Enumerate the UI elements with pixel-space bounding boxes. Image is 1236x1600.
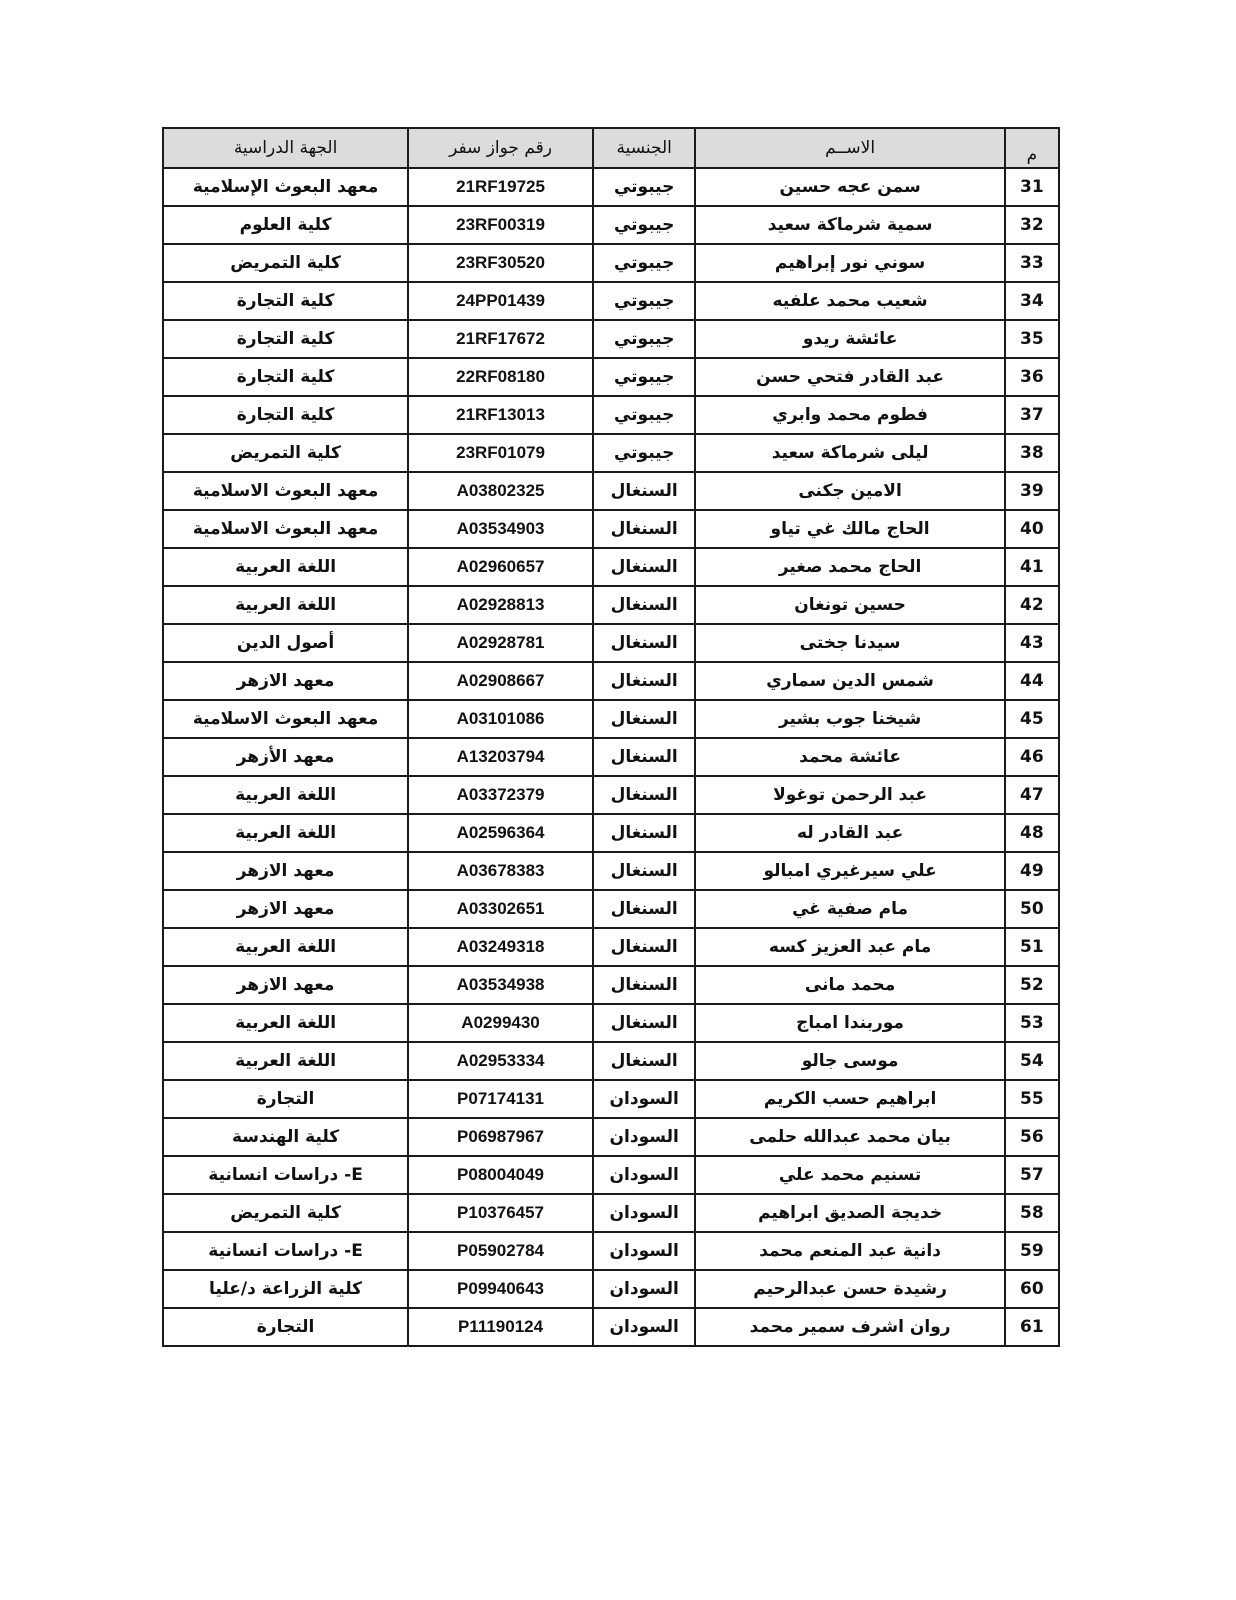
cell-nationality: السودان (593, 1308, 695, 1346)
cell-nationality: السنغال (593, 966, 695, 1004)
cell-name: موسى جالو (695, 1042, 1004, 1080)
cell-faculty: كلية التمريض (163, 1194, 408, 1232)
cell-passport: A03249318 (408, 928, 593, 966)
cell-passport: 23RF00319 (408, 206, 593, 244)
cell-passport: P11190124 (408, 1308, 593, 1346)
cell-nationality: السنغال (593, 776, 695, 814)
cell-nationality: جيبوتي (593, 206, 695, 244)
cell-nationality: جيبوتي (593, 168, 695, 206)
cell-nationality: السنغال (593, 814, 695, 852)
table-row (163, 548, 1059, 586)
cell-passport: P10376457 (408, 1194, 593, 1232)
table-header (163, 128, 1059, 168)
cell-name: تسنيم محمد علي (695, 1156, 1004, 1194)
cell-name: عبد الرحمن توغولا (695, 776, 1004, 814)
cell-name: علي سيرغيري امبالو (695, 852, 1004, 890)
table-row (163, 206, 1059, 244)
cell-faculty: اللغة العربية (163, 928, 408, 966)
header-passport: رقم جواز سفر (408, 128, 593, 168)
table-row (163, 890, 1059, 928)
cell-nationality: السنغال (593, 662, 695, 700)
cell-faculty: كلية التجارة (163, 396, 408, 434)
cell-passport: A03101086 (408, 700, 593, 738)
cell-nationality: السنغال (593, 928, 695, 966)
cell-name: حسين تونغان (695, 586, 1004, 624)
cell-nationality: السنغال (593, 624, 695, 662)
cell-name: عائشة محمد (695, 738, 1004, 776)
table-row (163, 168, 1059, 206)
cell-faculty: كلية التجارة (163, 358, 408, 396)
cell-index: 49 (1005, 852, 1059, 890)
cell-faculty: اللغة العربية (163, 548, 408, 586)
cell-faculty: معهد البعوث الاسلامية (163, 510, 408, 548)
cell-index: 46 (1005, 738, 1059, 776)
cell-name: سيدنا جختى (695, 624, 1004, 662)
cell-nationality: جيبوتي (593, 320, 695, 358)
cell-faculty: كلية التجارة (163, 320, 408, 358)
cell-nationality: السنغال (593, 548, 695, 586)
cell-passport: A03534903 (408, 510, 593, 548)
cell-faculty: كلية التمريض (163, 244, 408, 282)
table-row (163, 662, 1059, 700)
table-row (163, 434, 1059, 472)
table-row (163, 586, 1059, 624)
cell-index: 52 (1005, 966, 1059, 1004)
cell-nationality: السودان (593, 1270, 695, 1308)
students-table (162, 127, 1060, 1347)
cell-passport: A02960657 (408, 548, 593, 586)
cell-faculty: معهد الازهر (163, 662, 408, 700)
cell-index: 43 (1005, 624, 1059, 662)
cell-nationality: السودان (593, 1232, 695, 1270)
cell-index: 48 (1005, 814, 1059, 852)
table-row (163, 510, 1059, 548)
cell-passport: A03802325 (408, 472, 593, 510)
table-body (163, 168, 1059, 1346)
cell-passport: A13203794 (408, 738, 593, 776)
cell-nationality: السنغال (593, 738, 695, 776)
cell-index: 36 (1005, 358, 1059, 396)
cell-passport: A02928781 (408, 624, 593, 662)
cell-index: 41 (1005, 548, 1059, 586)
table-row (163, 1118, 1059, 1156)
cell-index: 38 (1005, 434, 1059, 472)
cell-nationality: السنغال (593, 586, 695, 624)
cell-index: 61 (1005, 1308, 1059, 1346)
cell-faculty: اللغة العربية (163, 586, 408, 624)
cell-name: بيان محمد عبدالله حلمى (695, 1118, 1004, 1156)
table-row (163, 472, 1059, 510)
cell-passport: P05902784 (408, 1232, 593, 1270)
cell-faculty: التجارة (163, 1308, 408, 1346)
cell-name: الحاج مالك غي تياو (695, 510, 1004, 548)
cell-faculty: كلية التمريض (163, 434, 408, 472)
header-name: الاســم (695, 128, 1004, 168)
cell-index: 31 (1005, 168, 1059, 206)
cell-passport: A02596364 (408, 814, 593, 852)
cell-passport: P06987967 (408, 1118, 593, 1156)
table-row (163, 700, 1059, 738)
header-faculty: الجهة الدراسية (163, 128, 408, 168)
table-row (163, 358, 1059, 396)
cell-passport: A03678383 (408, 852, 593, 890)
cell-faculty: معهد الازهر (163, 966, 408, 1004)
table-row (163, 966, 1059, 1004)
cell-nationality: السنغال (593, 1042, 695, 1080)
cell-name: سمن عجه حسين (695, 168, 1004, 206)
cell-faculty: اللغة العربية (163, 776, 408, 814)
cell-passport: 21RF13013 (408, 396, 593, 434)
cell-name: فطوم محمد وابري (695, 396, 1004, 434)
cell-index: 53 (1005, 1004, 1059, 1042)
cell-faculty: معهد البعوث الإسلامية (163, 168, 408, 206)
cell-faculty: كلية التجارة (163, 282, 408, 320)
cell-name: سوني نور إبراهيم (695, 244, 1004, 282)
cell-name: ابراهيم حسب الكريم (695, 1080, 1004, 1118)
cell-passport: P07174131 (408, 1080, 593, 1118)
cell-nationality: السودان (593, 1156, 695, 1194)
cell-name: عبد القادر فتحي حسن (695, 358, 1004, 396)
table-row (163, 852, 1059, 890)
cell-passport: 22RF08180 (408, 358, 593, 396)
cell-index: 40 (1005, 510, 1059, 548)
cell-index: 42 (1005, 586, 1059, 624)
cell-passport: P09940643 (408, 1270, 593, 1308)
cell-name: شيخنا جوب بشير (695, 700, 1004, 738)
cell-index: 54 (1005, 1042, 1059, 1080)
cell-index: 55 (1005, 1080, 1059, 1118)
cell-name: مام عبد العزيز كسه (695, 928, 1004, 966)
table-row (163, 282, 1059, 320)
cell-index: 59 (1005, 1232, 1059, 1270)
cell-name: عبد القادر له (695, 814, 1004, 852)
cell-name: الامين جكنى (695, 472, 1004, 510)
cell-index: 34 (1005, 282, 1059, 320)
cell-nationality: جيبوتي (593, 434, 695, 472)
cell-faculty: اللغة العربية (163, 1042, 408, 1080)
cell-nationality: السنغال (593, 510, 695, 548)
cell-index: 37 (1005, 396, 1059, 434)
cell-faculty: معهد الازهر (163, 852, 408, 890)
cell-name: ليلى شرماكة سعيد (695, 434, 1004, 472)
cell-name: خديجة الصديق ابراهيم (695, 1194, 1004, 1232)
cell-passport: P08004049 (408, 1156, 593, 1194)
cell-index: 58 (1005, 1194, 1059, 1232)
cell-faculty: كلية الهندسة (163, 1118, 408, 1156)
table-row (163, 1004, 1059, 1042)
cell-nationality: السودان (593, 1194, 695, 1232)
cell-name: روان اشرف سمير محمد (695, 1308, 1004, 1346)
cell-nationality: السنغال (593, 472, 695, 510)
cell-name: دانية عبد المنعم محمد (695, 1232, 1004, 1270)
cell-nationality: السنغال (593, 1004, 695, 1042)
cell-name: محمد مانى (695, 966, 1004, 1004)
cell-nationality: جيبوتي (593, 244, 695, 282)
table-row (163, 1270, 1059, 1308)
cell-nationality: جيبوتي (593, 396, 695, 434)
table-row (163, 1042, 1059, 1080)
cell-index: 32 (1005, 206, 1059, 244)
table-row (163, 814, 1059, 852)
cell-index: 33 (1005, 244, 1059, 282)
cell-name: موربندا امباج (695, 1004, 1004, 1042)
cell-passport: 23RF30520 (408, 244, 593, 282)
cell-nationality: السودان (593, 1118, 695, 1156)
cell-nationality: السودان (593, 1080, 695, 1118)
cell-faculty: كلية العلوم (163, 206, 408, 244)
header-row (163, 128, 1059, 168)
cell-faculty: E- دراسات انسانية (163, 1156, 408, 1194)
cell-nationality: جيبوتي (593, 282, 695, 320)
table-row (163, 928, 1059, 966)
table-row (163, 738, 1059, 776)
cell-faculty: E- دراسات انسانية (163, 1232, 408, 1270)
cell-passport: A03302651 (408, 890, 593, 928)
cell-name: شمس الدين سماري (695, 662, 1004, 700)
cell-nationality: السنغال (593, 700, 695, 738)
cell-name: شعيب محمد علفيه (695, 282, 1004, 320)
header-index: م (1005, 128, 1059, 168)
table-row (163, 1308, 1059, 1346)
cell-index: 57 (1005, 1156, 1059, 1194)
cell-passport: A02953334 (408, 1042, 593, 1080)
cell-passport: 24PP01439 (408, 282, 593, 320)
table-row (163, 624, 1059, 662)
table-row (163, 1232, 1059, 1270)
cell-index: 51 (1005, 928, 1059, 966)
table-row (163, 320, 1059, 358)
table-row (163, 1156, 1059, 1194)
cell-nationality: السنغال (593, 890, 695, 928)
table-row (163, 776, 1059, 814)
cell-passport: 21RF19725 (408, 168, 593, 206)
cell-passport: A03372379 (408, 776, 593, 814)
cell-name: رشيدة حسن عبدالرحيم (695, 1270, 1004, 1308)
cell-index: 35 (1005, 320, 1059, 358)
cell-index: 56 (1005, 1118, 1059, 1156)
cell-index: 44 (1005, 662, 1059, 700)
cell-passport: 23RF01079 (408, 434, 593, 472)
cell-faculty: معهد الأزهر (163, 738, 408, 776)
cell-faculty: معهد البعوث الاسلامية (163, 472, 408, 510)
cell-nationality: السنغال (593, 852, 695, 890)
cell-index: 47 (1005, 776, 1059, 814)
cell-faculty: كلية الزراعة د/عليا (163, 1270, 408, 1308)
cell-faculty: أصول الدين (163, 624, 408, 662)
table-row (163, 396, 1059, 434)
cell-faculty: اللغة العربية (163, 1004, 408, 1042)
cell-passport: A0299430 (408, 1004, 593, 1042)
table-row (163, 1080, 1059, 1118)
cell-passport: A02908667 (408, 662, 593, 700)
cell-index: 50 (1005, 890, 1059, 928)
cell-index: 45 (1005, 700, 1059, 738)
cell-passport: 21RF17672 (408, 320, 593, 358)
cell-name: عائشة ريدو (695, 320, 1004, 358)
header-nationality: الجنسية (593, 128, 695, 168)
table-row (163, 1194, 1059, 1232)
cell-index: 60 (1005, 1270, 1059, 1308)
cell-name: الحاج محمد صغير (695, 548, 1004, 586)
cell-passport: A02928813 (408, 586, 593, 624)
cell-faculty: معهد البعوث الاسلامية (163, 700, 408, 738)
cell-faculty: التجارة (163, 1080, 408, 1118)
cell-name: مام صفية غي (695, 890, 1004, 928)
cell-nationality: جيبوتي (593, 358, 695, 396)
cell-index: 39 (1005, 472, 1059, 510)
table-row (163, 244, 1059, 282)
cell-passport: A03534938 (408, 966, 593, 1004)
cell-faculty: معهد الازهر (163, 890, 408, 928)
cell-faculty: اللغة العربية (163, 814, 408, 852)
cell-name: سمية شرماكة سعيد (695, 206, 1004, 244)
